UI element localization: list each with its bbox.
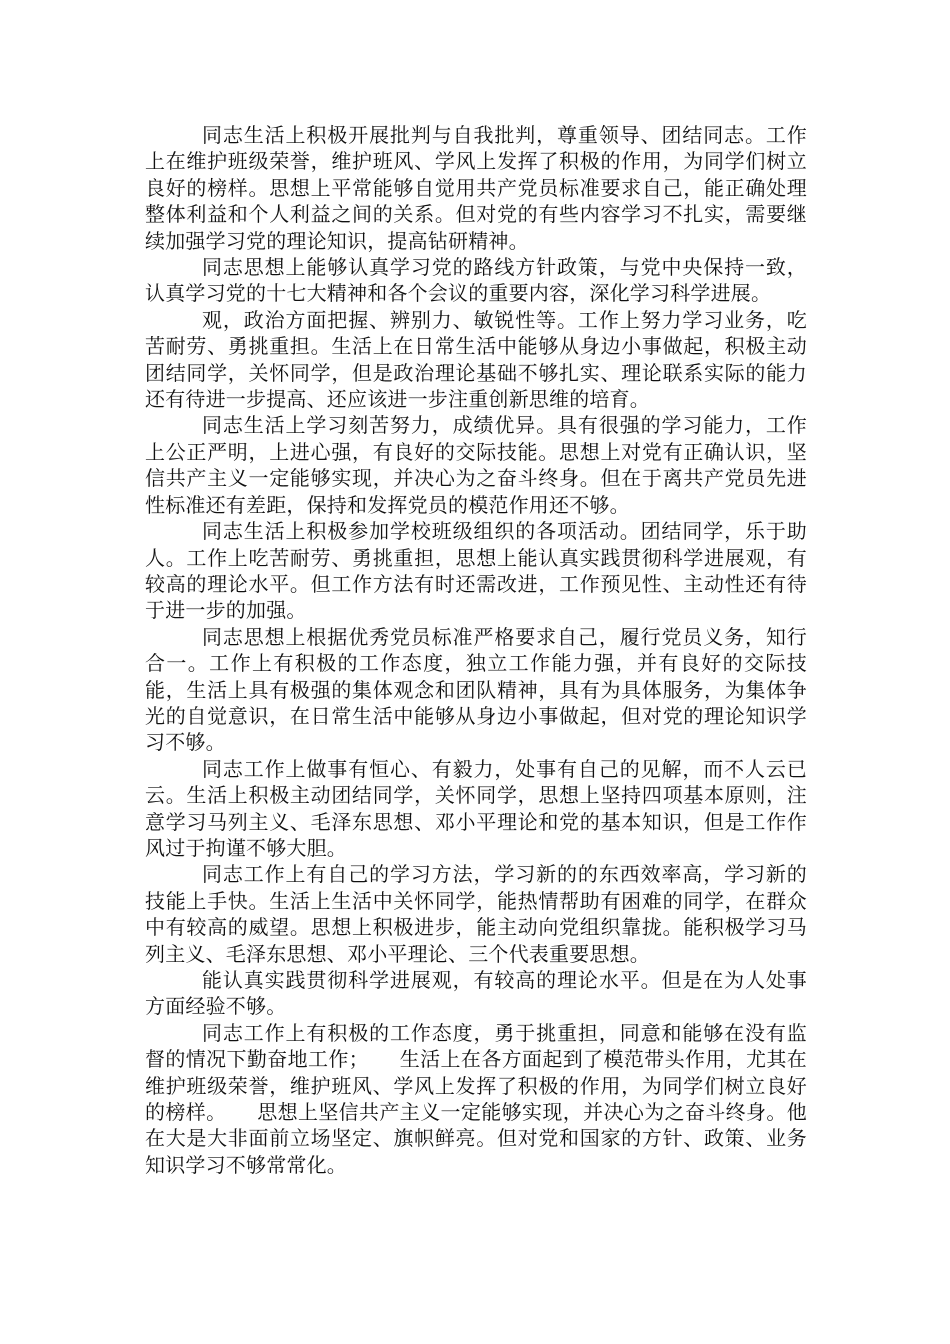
document-body bbox=[145, 122, 807, 1178]
paragraph-5: 同志生活上积极参加学校班级组织的各项活动。团结同学，乐于助人。工作上吃苦耐劳、勇挑重担，思想上能认真实践贯彻科学进展观，有较高的理论水平。但工作方法有时还需改进，工作预见性、主动性还有待于进一步的加强。 bbox=[145, 519, 807, 623]
paragraph-10: 同志工作上有积极的工作态度，勇于挑重担，同意和能够在没有监督的情况下勤奋地工作； 生活上在各方面起到了模范带头作用，尤其在维护班级荣誉，维护班风、学风上发挥了积极的作用，为同学们树立良好的榜样。 思想上坚信共产主义一定能够实现，并决心为之奋斗终身。他在大是大非面前立场坚定、旗帜鲜亮。但对党和国家的方针、政策、业务知识学习不够常常化。 bbox=[145, 1020, 807, 1177]
paragraph-4: 同志生活上学习刻苦努力，成绩优异。具有很强的学习能力，工作上公正严明，上进心强，有良好的交际技能。思想上对党有正确认识，坚信共产主义一定能够实现，并决心为之奋斗终身。但在于离共产党员先进性标准还有差距，保持和发挥党员的模范作用还不够。 bbox=[145, 413, 807, 517]
paragraph-3: 观，政治方面把握、辨别力、敏锐性等。工作上努力学习业务，吃苦耐劳、勇挑重担。生活上在日常生活中能够从身边小事做起，积极主动团结同学，关怀同学，但是政治理论基础不够扎实、理论联系实际的能力还有待进一步提高、还应该进一步注重创新思维的培育。 bbox=[145, 307, 807, 412]
paragraph-8: 同志工作上有自己的学习方法，学习新的的东西效率高，学习新的技能上手快。生活上生活中关怀同学，能热情帮助有困难的同学，在群众中有较高的威望。思想上积极进步，能主动向党组织靠拢。能积极学习马列主义、毛泽东思想、邓小平理论、三个代表重要思想。 bbox=[145, 862, 807, 966]
paragraph-6: 同志思想上根据优秀党员标准严格要求自己，履行党员义务，知行合一。工作上有积极的工作态度，独立工作能力强，并有良好的交际技能，生活上具有极强的集体观念和团队精神，具有为具体服务，为集体争光的自觉意识，在日常生活中能够从身边小事做起，但对党的理论知识学习不够。 bbox=[145, 624, 807, 755]
paragraph-7: 同志工作上做事有恒心、有毅力，处事有自己的见解，而不人云已云。生活上积极主动团结同学，关怀同学，思想上坚持四项基本原则，注意学习马列主义、毛泽东思想、邓小平理论和党的基本知识，但是工作作风过于拘谨不够大胆。 bbox=[145, 756, 807, 860]
paragraph-2: 同志思想上能够认真学习党的路线方针政策，与党中央保持一致，认真学习党的十七大精神和各个会议的重要内容，深化学习科学进展。 bbox=[145, 255, 807, 306]
paragraph-1: 同志生活上积极开展批判与自我批判，尊重领导、团结同志。工作上在维护班级荣誉，维护班风、学风上发挥了积极的作用，为同学们树立良好的榜样。思想上平常能够自觉用共产党员标准要求自己，能正确处理整体利益和个人利益之间的关系。但对党的有些内容学习不扎实，需要继续加强学习党的理论知识，提高钻研精神。 bbox=[145, 123, 807, 253]
paragraph-9: 能认真实践贯彻科学进展观，有较高的理论水平。但是在为人处事方面经验不够。 bbox=[145, 968, 807, 1019]
